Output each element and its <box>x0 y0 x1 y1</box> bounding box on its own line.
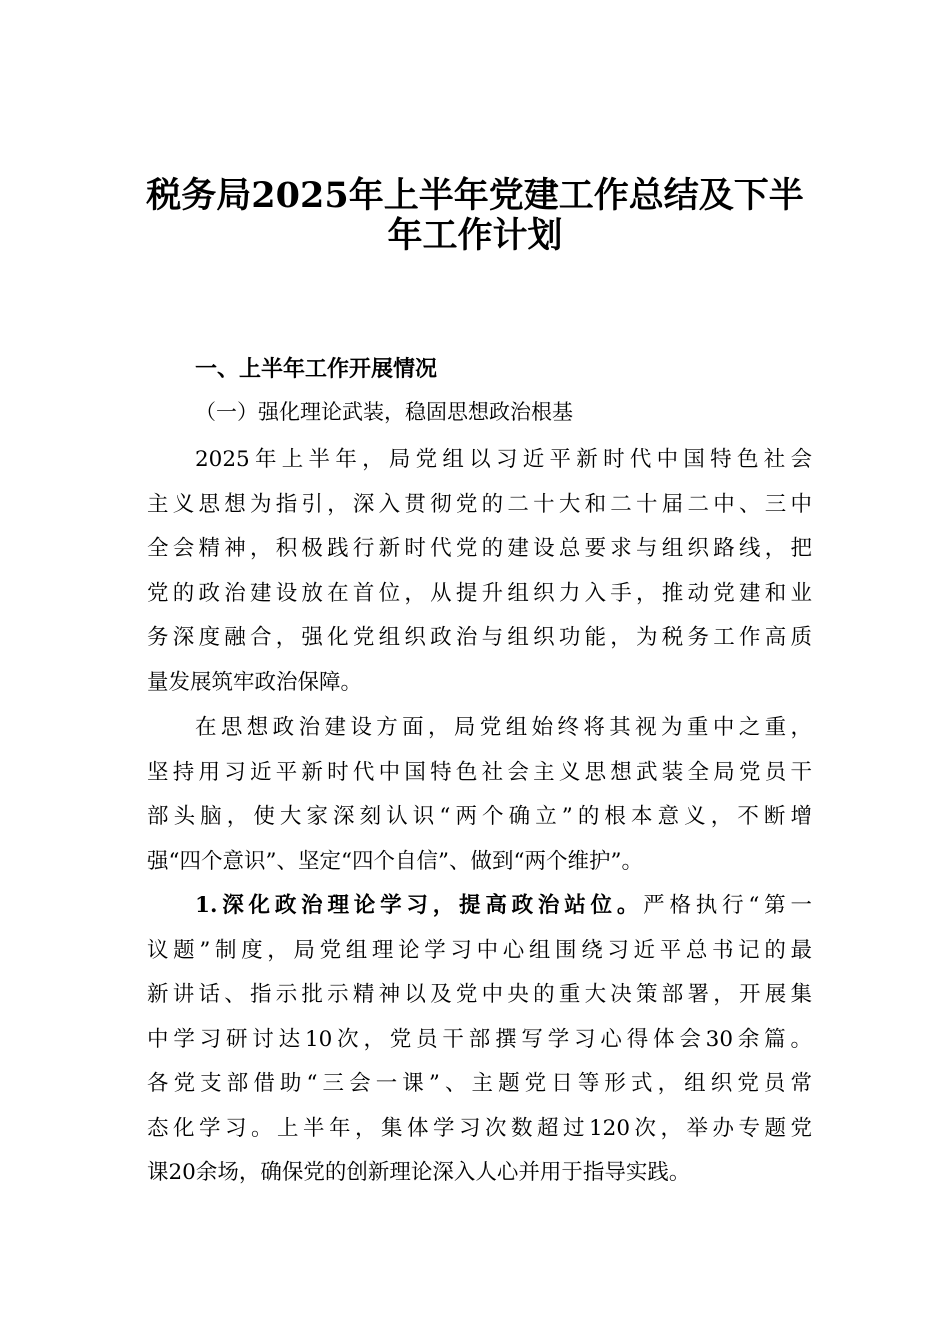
paragraph-line: 2025年上半年，局党组以习近平新时代中国特色社会 <box>195 447 812 472</box>
paragraph-1 <box>147 438 812 705</box>
paragraph-lead-bold: 1.深化政治理论学习，提高政治站位。 <box>195 893 644 918</box>
paragraph-line: 议题”制度，局党组理论学习中心组围绕习近平总书记的最 <box>147 937 812 963</box>
paragraph-line: 全会精神，积极践行新时代党的建设总要求与组织路线，把 <box>147 536 812 561</box>
paragraph-3 <box>147 884 812 1196</box>
paragraph-line: 部头脑，使大家深刻认识“两个确立”的根本意义，不断增 <box>147 804 812 829</box>
document-title-line-2: 年工作计划 <box>387 215 563 256</box>
section-heading: 一、上半年工作开展情况 <box>195 357 438 382</box>
paragraph-line: 党的政治建设放在首位，从提升组织力入手，推动党建和业 <box>147 580 812 606</box>
paragraph-line: 态化学习。上半年，集体学习次数超过120次，举办专题党 <box>147 1115 812 1141</box>
paragraph-line: 在思想政治建设方面，局党组始终将其视为重中之重， <box>195 715 812 740</box>
paragraph-line: 课20余场，确保党的创新理论深入人心并用于指导实践。 <box>147 1160 691 1185</box>
paragraph-line: 主义思想为指引，深入贯彻党的二十大和二十届二中、三中 <box>147 491 812 517</box>
paragraph-line: 中学习研讨达10次，党员干部撰写学习心得体会30余篇。 <box>147 1026 812 1052</box>
subsection-heading: （一）强化理论武装，稳固思想政治根基 <box>195 400 573 424</box>
paragraph-line: 量发展筑牢政治保障。 <box>147 669 363 695</box>
paragraph-line: 各党支部借助“三会一课”、主题党日等形式，组织党员常 <box>147 1071 812 1096</box>
paragraph-lead-rest: 严格执行“第一 <box>643 893 812 918</box>
document-title-line-1: 税务局2025年上半年党建工作总结及下半 <box>146 175 804 216</box>
paragraph-line: 坚持用习近平新时代中国特色社会主义思想武装全局党员干 <box>147 759 812 785</box>
paragraph-line: 新讲话、指示批示精神以及党中央的重大决策部署，开展集 <box>147 982 812 1007</box>
paragraph-line: 强“四个意识”、坚定“四个自信”、做到“两个维护”。 <box>147 848 643 874</box>
paragraph-first-line <box>147 884 812 929</box>
paragraph-2 <box>147 706 812 884</box>
paragraph-line: 务深度融合，强化党组织政治与组织功能，为税务工作高质 <box>147 625 812 650</box>
